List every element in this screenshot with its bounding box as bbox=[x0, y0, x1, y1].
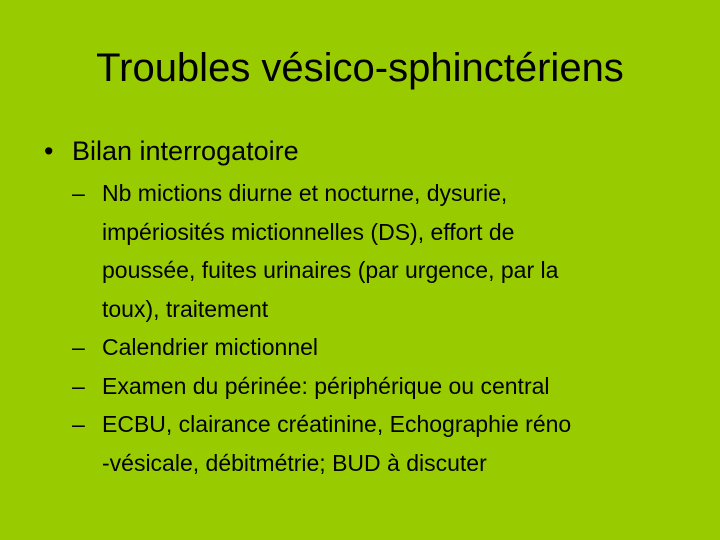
sub-bullet-item bbox=[72, 328, 702, 367]
sub-bullet-line: toux), traitement bbox=[102, 295, 269, 322]
slide-title: Troubles vésico-sphinctériens bbox=[96, 46, 624, 90]
sub-bullet-line: Calendrier mictionnel bbox=[102, 334, 319, 360]
bullet-label: Bilan interrogatoire bbox=[72, 136, 299, 166]
bullet-bilan-interrogatoire bbox=[44, 133, 299, 169]
dash-marker: – bbox=[72, 411, 85, 437]
sub-bullet-line: ECBU, clairance créatinine, Echographie réno bbox=[102, 411, 572, 437]
sub-bullet-line: impériosités mictionnelles (DS), effort de bbox=[102, 218, 515, 245]
sub-bullet-line: Nb mictions diurne et nocturne, dysurie, bbox=[102, 180, 508, 206]
sub-bullet-line: poussée, fuites urinaires (par urgence, par la bbox=[102, 257, 559, 283]
bullet-marker: • bbox=[44, 136, 54, 166]
sub-bullet-list bbox=[72, 174, 702, 482]
sub-bullet-item bbox=[72, 367, 702, 406]
sub-bullet-line: -vésicale, débitmétrie; BUD à discuter bbox=[102, 449, 487, 476]
sub-bullet-line: Examen du périnée: périphérique ou central bbox=[102, 372, 550, 399]
sub-bullet-item bbox=[72, 174, 702, 328]
dash-marker: – bbox=[72, 372, 85, 399]
sub-bullet-item bbox=[72, 405, 702, 482]
dash-marker: – bbox=[72, 180, 85, 206]
dash-marker: – bbox=[72, 334, 85, 360]
